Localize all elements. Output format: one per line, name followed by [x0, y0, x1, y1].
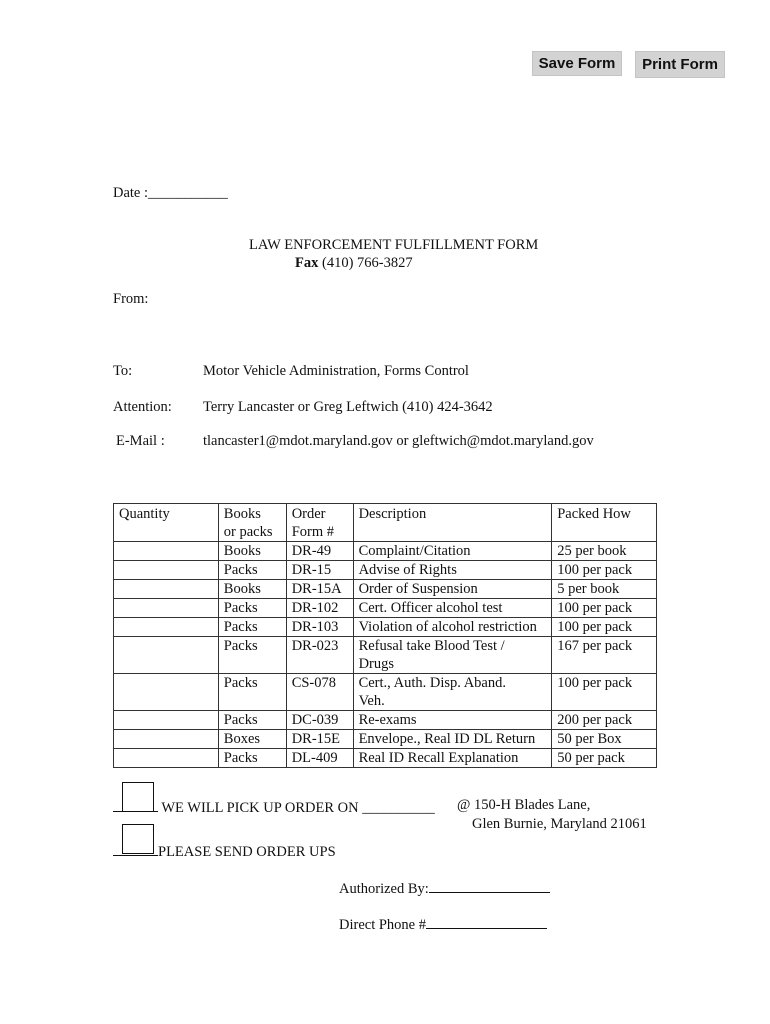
pickup-underline: [113, 797, 158, 812]
to-label: To:: [113, 363, 133, 379]
form-number-cell: DR-15: [286, 561, 353, 580]
quantity-cell[interactable]: [114, 599, 219, 618]
table-row: [114, 542, 657, 561]
packed-how-cell: 100 per pack: [552, 674, 657, 711]
authorized-by-label: Authorized By:: [339, 881, 429, 897]
form-number-cell: DC-039: [286, 711, 353, 730]
email-label: E-Mail :: [116, 433, 165, 449]
packed-how-cell: 167 per pack: [552, 637, 657, 674]
quantity-cell[interactable]: [114, 711, 219, 730]
description-cell: Violation of alcohol restriction: [353, 618, 552, 637]
table-row: [114, 618, 657, 637]
form-number-cell: DR-15A: [286, 580, 353, 599]
table-row: [114, 749, 657, 768]
books-or-packs-header: Books or packs: [218, 504, 286, 542]
form-number-cell: DL-409: [286, 749, 353, 768]
description-cell: Cert., Auth. Disp. Aband. Veh.: [353, 674, 552, 711]
description-cell: Complaint/Citation: [353, 542, 552, 561]
direct-phone-label: Direct Phone #: [339, 917, 426, 933]
packed-how-header: Packed How: [552, 504, 657, 542]
quantity-cell[interactable]: [114, 580, 219, 599]
from-label: From:: [113, 291, 149, 307]
pickup-date-blank[interactable]: __________: [362, 800, 435, 816]
to-value: Motor Vehicle Administration, Forms Control: [203, 363, 469, 379]
date-label: Date :: [113, 185, 149, 201]
form-number-cell: DR-023: [286, 637, 353, 674]
unit-cell: Books: [218, 580, 286, 599]
pickup-line: [113, 797, 435, 817]
form-number-cell: DR-49: [286, 542, 353, 561]
unit-cell: Boxes: [218, 730, 286, 749]
description-cell: Re-exams: [353, 711, 552, 730]
quantity-header: Quantity: [114, 504, 219, 542]
unit-cell: Packs: [218, 637, 286, 674]
table-header-row: [114, 504, 657, 542]
table-row: [114, 561, 657, 580]
unit-cell: Packs: [218, 561, 286, 580]
quantity-cell[interactable]: [114, 637, 219, 674]
table-row: [114, 711, 657, 730]
date-blank[interactable]: ___________: [148, 185, 228, 201]
attention-label: Attention:: [113, 399, 172, 415]
authorized-by-blank[interactable]: [429, 878, 550, 893]
packed-how-cell: 200 per pack: [552, 711, 657, 730]
fax-number: (410) 766-3827: [321, 255, 413, 271]
unit-cell: Books: [218, 542, 286, 561]
save-form-button[interactable]: Save Form: [532, 51, 622, 76]
description-cell: Real ID Recall Explanation: [353, 749, 552, 768]
packed-how-cell: 50 per Box: [552, 730, 657, 749]
unit-cell: Packs: [218, 618, 286, 637]
form-number-cell: DR-103: [286, 618, 353, 637]
form-title: LAW ENFORCEMENT FULFILLMENT FORM: [249, 237, 539, 253]
direct-phone-field[interactable]: [339, 914, 547, 934]
send-ups-text: PLEASE SEND ORDER UPS: [158, 844, 336, 860]
packed-how-cell: 100 per pack: [552, 561, 657, 580]
quantity-cell[interactable]: [114, 618, 219, 637]
packed-how-cell: 100 per pack: [552, 599, 657, 618]
table-row: [114, 730, 657, 749]
description-cell: Refusal take Blood Test / Drugs: [353, 637, 552, 674]
quantity-cell[interactable]: [114, 674, 219, 711]
email-value: tlancaster1@mdot.maryland.gov or gleftwich@mdot.maryland.gov: [203, 433, 594, 449]
order-table: [113, 503, 657, 768]
description-cell: Order of Suspension: [353, 580, 552, 599]
form-number-cell: DR-15E: [286, 730, 353, 749]
address-line2: Glen Burnie, Maryland 21061: [472, 816, 647, 832]
description-cell: Advise of Rights: [353, 561, 552, 580]
fax-label: Fax: [295, 255, 319, 271]
address-line1: @ 150-H Blades Lane,: [457, 797, 591, 813]
date-field[interactable]: [113, 185, 228, 202]
description-cell: Envelope., Real ID DL Return: [353, 730, 552, 749]
table-row: [114, 637, 657, 674]
form-number-cell: CS-078: [286, 674, 353, 711]
authorized-by-field[interactable]: [339, 878, 550, 898]
packed-how-cell: 50 per pack: [552, 749, 657, 768]
attention-value: Terry Lancaster or Greg Leftwich (410) 424-3642: [203, 399, 493, 415]
fax-line: [295, 255, 413, 272]
packed-how-cell: 25 per book: [552, 542, 657, 561]
table-row: [114, 580, 657, 599]
quantity-cell[interactable]: [114, 542, 219, 561]
order-form-header: Order Form #: [286, 504, 353, 542]
pickup-text: WE WILL PICK UP ORDER ON: [161, 800, 359, 816]
direct-phone-blank[interactable]: [426, 914, 547, 929]
quantity-cell[interactable]: [114, 730, 219, 749]
unit-cell: Packs: [218, 749, 286, 768]
unit-cell: Packs: [218, 599, 286, 618]
form-number-cell: DR-102: [286, 599, 353, 618]
packed-how-cell: 100 per pack: [552, 618, 657, 637]
description-cell: Cert. Officer alcohol test: [353, 599, 552, 618]
packed-how-cell: 5 per book: [552, 580, 657, 599]
print-form-button[interactable]: Print Form: [635, 51, 725, 78]
quantity-cell[interactable]: [114, 749, 219, 768]
table-row: [114, 599, 657, 618]
unit-cell: Packs: [218, 674, 286, 711]
description-header: Description: [353, 504, 552, 542]
unit-cell: Packs: [218, 711, 286, 730]
quantity-cell[interactable]: [114, 561, 219, 580]
table-row: [114, 674, 657, 711]
send-ups-underline: [113, 841, 158, 856]
send-ups-line: [113, 841, 336, 861]
